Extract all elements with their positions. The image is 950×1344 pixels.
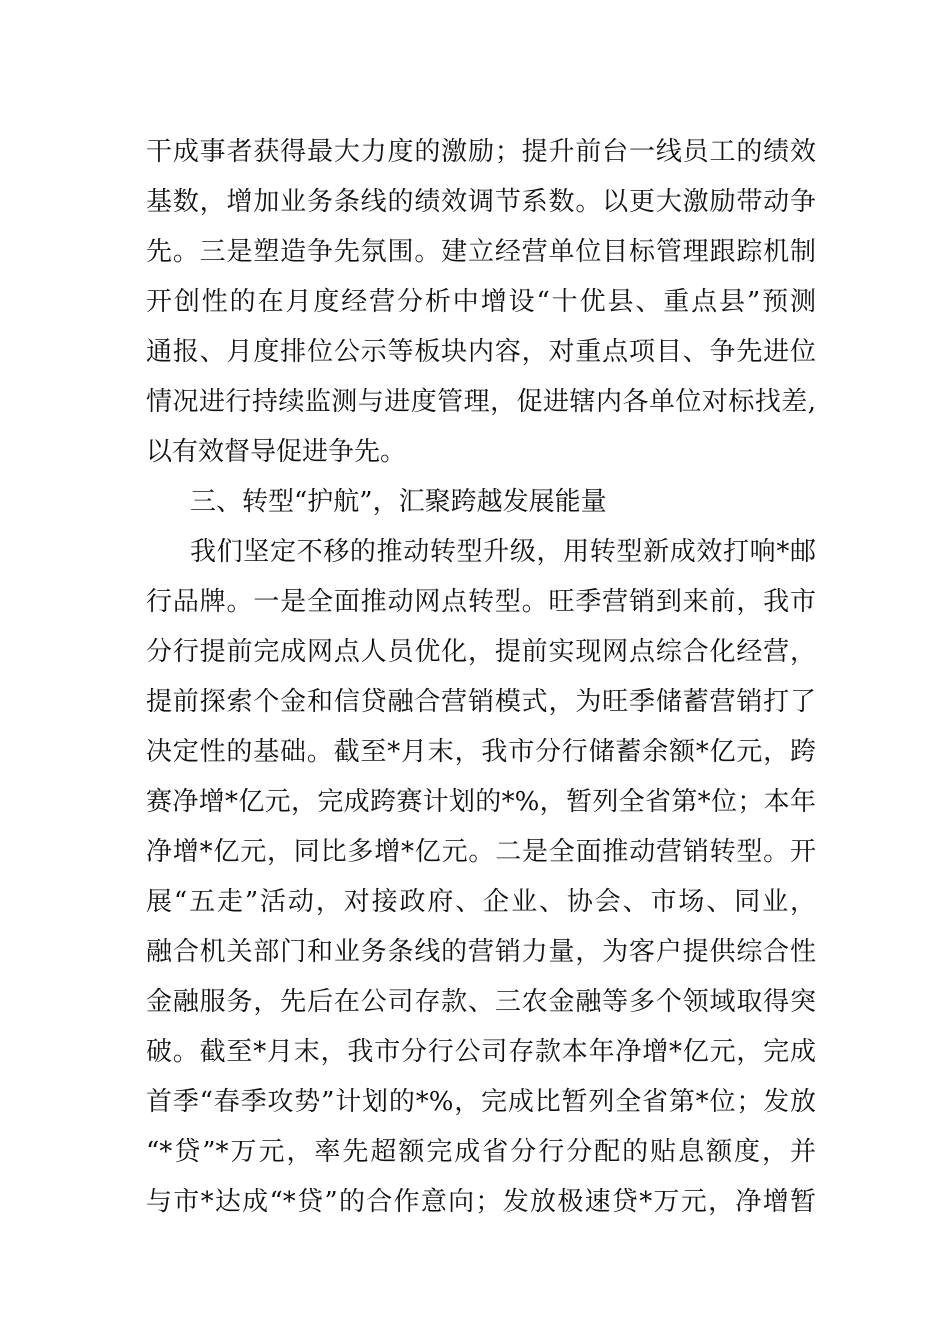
- text-line: 情况进行持续监测与进度管理，促进辖内各单位对标找差,: [146, 387, 816, 417]
- text-line: 行品牌。一是全面推动网点转型。旺季营销到来前，我市: [146, 587, 816, 617]
- text-line: 融合机关部门和业务条线的营销力量，为客户提供综合性: [146, 937, 816, 967]
- section-heading: 三、转型“护航”，汇聚跨越发展能量: [190, 487, 607, 517]
- text-line: 净增*亿元，同比多增*亿元。二是全面推动营销转型。开: [146, 837, 816, 867]
- text-line: 破。截至*月末，我市分行公司存款本年净增*亿元，完成: [146, 1037, 816, 1067]
- text-line: 首季“春季攻势”计划的*%，完成比暂列全省第*位；发放: [146, 1087, 816, 1117]
- text-line: 赛净增*亿元，完成跨赛计划的*%，暂列全省第*位；本年: [146, 787, 816, 817]
- text-line: “*贷”*万元，率先超额完成省分行分配的贴息额度，并: [146, 1137, 816, 1167]
- text-line: 展“五走”活动，对接政府、企业、协会、市场、同业，: [146, 887, 816, 917]
- text-line: 我们坚定不移的推动转型升级，用转型新成效打响*邮: [190, 537, 816, 567]
- text-line: 先。三是塑造争先氛围。建立经营单位目标管理跟踪机制: [146, 237, 816, 267]
- text-line: 分行提前完成网点人员优化，提前实现网点综合化经营，: [146, 637, 816, 667]
- text-line: 以有效督导促进争先。: [146, 437, 407, 467]
- text-line: 提前探索个金和信贷融合营销模式，为旺季储蓄营销打了: [146, 687, 816, 717]
- text-line: 干成事者获得最大力度的激励；提升前台一线员工的绩效: [146, 137, 816, 167]
- text-line: 与市*达成“*贷”的合作意向；发放极速贷*万元，净增暂: [146, 1187, 816, 1217]
- text-line: 基数，增加业务条线的绩效调节系数。以更大激励带动争: [146, 187, 816, 217]
- text-line: 决定性的基础。截至*月末，我市分行储蓄余额*亿元，跨: [146, 737, 816, 767]
- text-line: 开创性的在月度经营分析中增设“十优县、重点县”预测: [146, 287, 816, 317]
- text-line: 通报、月度排位公示等板块内容，对重点项目、争先进位: [146, 337, 816, 367]
- text-line: 金融服务，先后在公司存款、三农金融等多个领域取得突: [146, 987, 816, 1017]
